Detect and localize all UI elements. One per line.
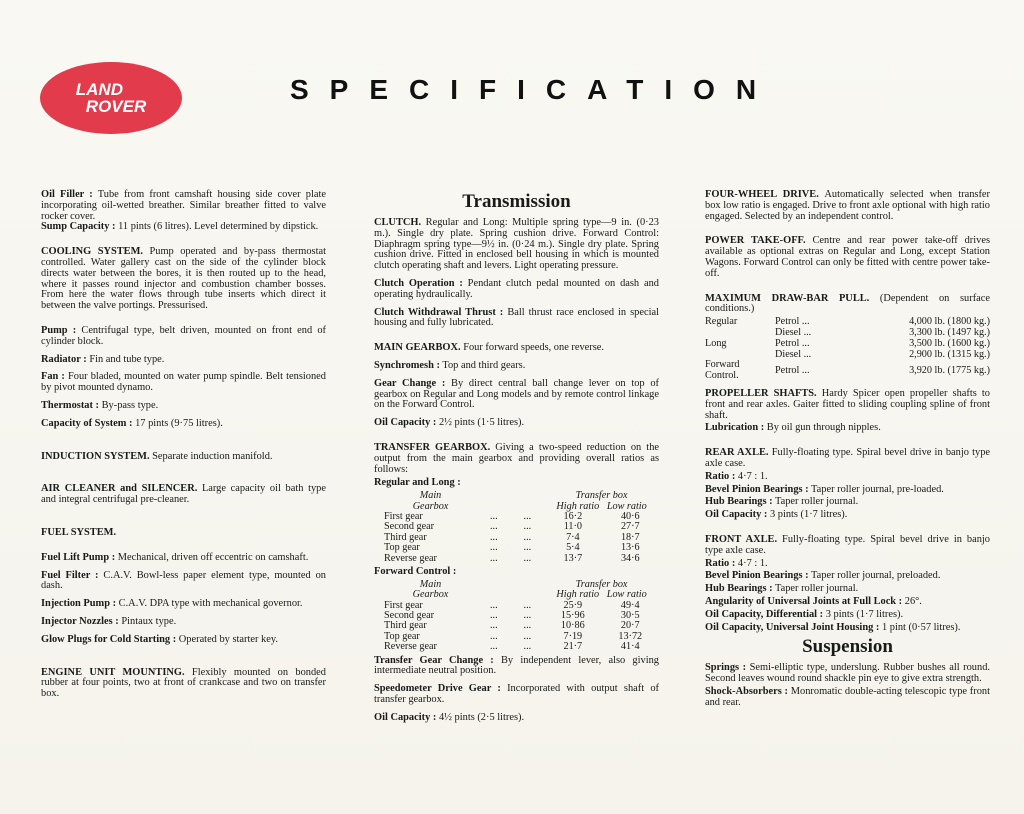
low-ratio: 13·6 — [620, 542, 640, 554]
pull-value: 3,920 lb. (1775 kg.) — [909, 364, 990, 376]
col-head-transfer: Transfer box High ratio Low ratio — [556, 490, 647, 512]
fuel-label: Petrol ... — [775, 364, 810, 376]
gear-label: Top gear — [384, 542, 420, 554]
ratio-row — [384, 642, 659, 652]
spec-lubrication: Lubrication : By oil gun through nipples. — [705, 422, 881, 434]
model-label: Long — [705, 337, 727, 349]
spec-speedometer-drive: Speedometer Drive Gear : Incorporated with output shaft of transfer gearbox. — [374, 683, 659, 706]
logo-line-2: ROVER — [85, 97, 147, 116]
spec-draw-bar-pull: MAXIMUM DRAW-BAR PULL. (Dependent on surface conditions.) — [705, 292, 990, 315]
col-head-main: Main Gearbox — [412, 490, 449, 512]
dot-leader: ... — [523, 521, 532, 533]
spec-radiator: Radiator : Fin and tube type. — [41, 353, 165, 365]
spec-engine-mounting: ENGINE UNIT MOUNTING. Flexibly mounted on bonded rubber at four points, two at front of crankcase and two on transfer box. — [41, 666, 326, 700]
low-ratio: 27·7 — [620, 521, 640, 533]
spec-induction: INDUCTION SYSTEM. Separate induction manifold. — [41, 450, 273, 462]
gear-label: Reverse gear — [384, 641, 437, 653]
dot-leader: ... — [489, 630, 498, 642]
spec-rear-ratio: Ratio : 4·7 : 1. — [705, 470, 768, 482]
gear-label: Second gear — [384, 610, 435, 621]
land-rover-logo — [40, 62, 182, 134]
high-ratio: 13·7 — [563, 552, 583, 564]
fuel-label: Diesel ... — [775, 326, 812, 338]
draw-bar-pull-table — [705, 317, 990, 382]
spec-front-bevel: Bevel Pinion Bearings : Taper roller journal, preloaded. — [705, 570, 941, 582]
spec-propeller-shafts: PROPELLER SHAFTS. Hardy Spicer open propeller shafts to front and rear axles. Gaiter fitted to sliding coupling spline of front shaft. — [705, 387, 990, 421]
ratio-table-regular-long — [384, 491, 659, 564]
spec-front-axle: FRONT AXLE. Fully-floating type. Spiral bevel drive in banjo type axle case. — [705, 533, 990, 556]
spec-rear-hub: Hub Bearings : Taper roller journal. — [705, 496, 859, 508]
pull-value: 3,500 lb. (1600 kg.) — [909, 337, 990, 349]
dot-leader: ... — [489, 521, 498, 533]
dot-leader: ... — [523, 531, 532, 543]
spec-main-gearbox: MAIN GEARBOX. Four forward speeds, one reverse. — [374, 342, 605, 354]
subhead-forward-control: Forward Control : — [374, 565, 457, 577]
spec-clutch-operation: Clutch Operation : Pendant clutch pedal mounted on dash and operating hydraulically. — [374, 277, 659, 300]
dot-leader: ... — [489, 531, 498, 543]
col-head-transfer: Transfer box High ratio Low ratio — [556, 578, 647, 601]
dot-leader: ... — [489, 641, 498, 653]
spec-fan: Fan : Four bladed, mounted on water pump spindle. Belt tensioned by pivot mounted dynamo. — [41, 371, 326, 394]
model-label: Regular — [705, 316, 738, 328]
spec-power-take-off: POWER TAKE-OFF. Centre and rear power take-off drives available as optional extras on Regular and Long, except Station Wagons. Forward Control can only be fitted with centre power take-off. — [705, 235, 990, 279]
high-ratio: 25·9 — [563, 599, 583, 611]
high-ratio: 7·4 — [566, 531, 580, 543]
spec-four-wheel-drive: FOUR-WHEEL DRIVE. Automatically selected when transfer box low ratio is engaged. Drive to front axle optional with high ratio engaged. Selected by an independent control. — [705, 189, 990, 222]
spec-injection-pump: Injection Pump : C.A.V. DPA type with mechanical governor. — [41, 598, 303, 610]
spec-fuel-filter: Fuel Filter : C.A.V. Bowl-less paper element type, mounted on dash. — [41, 569, 326, 592]
high-ratio: 11·0 — [563, 521, 582, 533]
pull-value: 2,900 lb. (1315 kg.) — [909, 348, 990, 360]
spec-front-ratio: Ratio : 4·7 : 1. — [705, 557, 768, 569]
high-ratio: 10·86 — [560, 620, 585, 632]
pull-row — [705, 360, 990, 382]
column-transmission — [374, 192, 659, 731]
dot-leader: ... — [489, 542, 498, 554]
spec-glow-plugs: Glow Plugs for Cold Starting : Operated by starter key. — [41, 633, 278, 645]
ratio-row — [384, 554, 659, 564]
spec-oil-capacity-transfer: Oil Capacity : 4½ pints (2·5 litres). — [374, 711, 525, 723]
spec-clutch-thrust: Clutch Withdrawal Thrust : Ball thrust race enclosed in special housing and fully lubricated. — [374, 306, 659, 329]
gear-label: First gear — [384, 510, 423, 522]
gear-label: Third gear — [384, 620, 427, 632]
spec-synchromesh: Synchromesh : Top and third gears. — [374, 359, 526, 371]
pull-row — [705, 350, 990, 361]
spec-capacity: Capacity of System : 17 pints (9·75 litres). — [41, 417, 223, 429]
low-ratio: 40·6 — [620, 510, 640, 522]
pull-value: 3,300 lb. (1497 kg.) — [909, 326, 990, 338]
low-ratio: 49·4 — [620, 599, 640, 611]
spec-universal-joint-oil: Oil Capacity, Universal Joint Housing : 1 pint (0·57 litres). — [705, 621, 961, 633]
fuel-label: Petrol ... — [775, 316, 810, 328]
dot-leader: ... — [523, 552, 532, 564]
dot-leader: ... — [489, 620, 498, 632]
spec-rear-axle: REAR AXLE. Fully-floating type. Spiral bevel drive in banjo type axle case. — [705, 447, 990, 469]
fuel-label: Petrol ... — [775, 337, 810, 349]
page-heading: SPECIFICATION — [290, 74, 778, 105]
gear-label: Second gear — [384, 521, 435, 533]
model-label: Forward Control. — [705, 359, 740, 382]
column-engine — [41, 190, 326, 707]
logo-line-1: LAND — [75, 80, 123, 99]
dot-leader: ... — [523, 610, 532, 621]
high-ratio: 7·19 — [563, 630, 583, 642]
column-drive — [705, 190, 990, 715]
spec-rear-oil: Oil Capacity : 3 pints (1·7 litres). — [705, 509, 848, 521]
section-title-transmission: Transmission — [462, 191, 571, 212]
spec-injector-nozzles: Injector Nozzles : Pintaux type. — [41, 615, 177, 627]
high-ratio: 5·4 — [566, 542, 580, 554]
spec-fuel-lift: Fuel Lift Pump : Mechanical, driven off eccentric on camshaft. — [41, 551, 309, 563]
spec-springs: Springs : Semi-elliptic type, underslung. Rubber bushes all round. Second leaves wound round shackle pin eye to give extra strength. — [705, 662, 990, 685]
section-title-suspension: Suspension — [802, 636, 893, 658]
dot-leader: ... — [489, 552, 498, 564]
gear-label: Third gear — [384, 531, 427, 543]
high-ratio: 21·7 — [563, 641, 583, 653]
dot-leader: ... — [523, 599, 532, 611]
spec-front-hub: Hub Bearings : Taper roller journal. — [705, 583, 859, 595]
spec-transfer-gear-change: Transfer Gear Change : By independent lever, also giving intermediate neutral position. — [374, 654, 659, 677]
col-head-main: Main Gearbox — [412, 578, 449, 601]
ratio-table-forward-control — [384, 580, 659, 653]
dot-leader: ... — [489, 510, 498, 522]
low-ratio: 30·5 — [620, 610, 640, 621]
dot-leader: ... — [523, 542, 532, 554]
gear-label: Top gear — [384, 630, 420, 642]
spec-differential-oil: Oil Capacity, Differential : 3 pints (1·7 litres). — [705, 608, 904, 620]
ratio-row — [384, 533, 659, 543]
dot-leader: ... — [523, 510, 532, 522]
spec-clutch: CLUTCH. Regular and Long: Multiple spring type—9 in. (0·23 m.). Single dry plate. Spring cushion drive. Forward Control: Diaphragm spring type—9½ in. (0·24 m.). Single dry plate. Spring cushion drive. Fitted in enclosed bell housing in which is mounted clutch operating shaft and levers. Light operating pressure. — [374, 217, 659, 272]
low-ratio: 34·6 — [620, 552, 640, 564]
spec-shock-absorbers: Shock-Absorbers : Monromatic double-acting telescopic type front and rear. — [705, 685, 990, 708]
spec-cooling: COOLING SYSTEM. Pump operated and by-pass thermostat controlled. Water gallery cast on the side of the cylinder block directs water between the bores, it is then routed up to the head, where it passes round injector and combustion chamber bosses. From here the water flows through tube inserts which direct it between the valve portings. Pressurised. — [41, 246, 326, 312]
dot-leader: ... — [523, 641, 532, 653]
spec-rear-bevel: Bevel Pinion Bearings : Taper roller journal, pre-loaded. — [705, 483, 944, 495]
high-ratio: 15·96 — [560, 610, 585, 621]
spec-oil-capacity-gearbox: Oil Capacity : 2½ pints (1·5 litres). — [374, 417, 525, 429]
pull-value: 4,000 lb. (1800 kg.) — [909, 316, 990, 328]
dot-leader: ... — [523, 630, 532, 642]
low-ratio: 18·7 — [620, 531, 640, 543]
dot-leader: ... — [489, 599, 498, 611]
spec-angularity: Angularity of Universal Joints at Full Lock : 26°. — [705, 595, 922, 607]
subhead-regular-long: Regular and Long : — [374, 477, 461, 489]
gear-label: First gear — [384, 599, 423, 611]
spec-air-cleaner: AIR CLEANER and SILENCER. Large capacity oil bath type and integral centrifugal pre-cleaner. — [41, 483, 326, 506]
spec-oil-filler: Oil Filler : Tube from front camshaft housing side cover plate incorporating oil-wetted breather. Similar breather fitted to valve rocker cover. Sump Capacity : 11 pints (6 litres). Level determined by dipstick. — [41, 189, 326, 233]
spec-pump: Pump : Centrifugal type, belt driven, mounted on front end of cylinder block. — [41, 324, 326, 347]
dot-leader: ... — [523, 620, 532, 632]
low-ratio: 20·7 — [620, 620, 640, 632]
gear-label: Reverse gear — [384, 552, 437, 564]
spec-thermostat: Thermostat : By-pass type. — [41, 399, 159, 411]
high-ratio: 16·2 — [563, 510, 583, 522]
dot-leader: ... — [489, 610, 498, 621]
low-ratio: 41·4 — [620, 641, 640, 653]
spec-gear-change: Gear Change : By direct central ball change lever on top of gearbox on Regular and Long models and by remote control linkage on the Forward Control. — [374, 377, 659, 411]
spec-transfer-gearbox: TRANSFER GEARBOX. Giving a two-speed reduction on the output from the main gearbox and providing overall ratios as follows: — [374, 441, 659, 475]
spec-fuel-system: FUEL SYSTEM. — [41, 526, 117, 538]
low-ratio: 13·72 — [618, 630, 643, 642]
fuel-label: Diesel ... — [775, 348, 812, 360]
pull-row — [705, 339, 990, 350]
